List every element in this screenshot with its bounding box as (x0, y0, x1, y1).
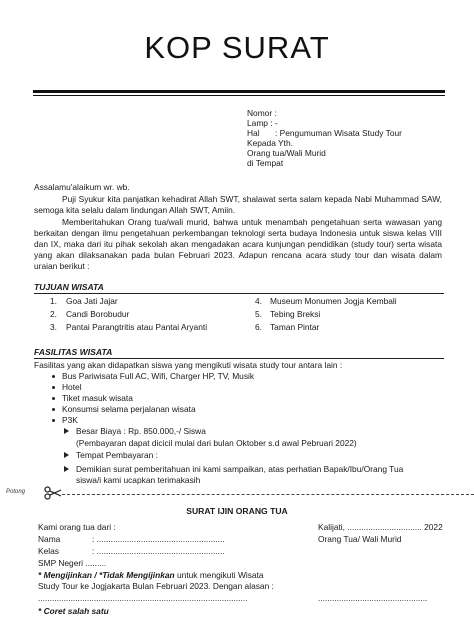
slip-consent-line (38, 570, 264, 581)
scissors-icon (44, 486, 62, 500)
tujuan-item: Tebing Breksi (270, 309, 321, 319)
tujuan-heading: TUJUAN WISATA (34, 282, 104, 292)
closing-line-2: siswa/i kami ucapkan terimakasih (76, 475, 201, 485)
slip-orang-tua-wali: Orang Tua/ Wali Murid (318, 534, 402, 544)
kepada-line: Kepada Yth. (247, 138, 293, 148)
slip-title: SURAT IJIN ORANG TUA (186, 506, 288, 516)
fasilitas-item: P3K (62, 415, 78, 425)
arrow-bullet-icon (64, 466, 69, 472)
arrow-bullet-icon (64, 452, 69, 458)
slip-signature-field[interactable]: ............................................... (318, 593, 428, 603)
slip-kelas-label: Kelas (38, 546, 59, 556)
tujuan-num: 4. (255, 296, 262, 306)
tempat-line: di Tempat (247, 158, 284, 168)
letterhead-title: KOP SURAT (144, 30, 330, 65)
arrow-bullet-icon (64, 428, 69, 434)
bullet-icon (52, 375, 55, 378)
slip-coret-note: * Coret salah satu (38, 606, 109, 616)
tujuan-num: 5. (255, 309, 262, 319)
slip-reason-field[interactable]: .......................................................................................... (38, 593, 248, 603)
tujuan-item: Pantai Parangtritis atau Pantai Aryanti (66, 322, 208, 332)
slip-kalijati: Kalijati, ................................ 2022 (318, 522, 443, 532)
tujuan-divider (34, 293, 444, 294)
cut-dashed-line (62, 494, 474, 495)
fasilitas-item: Bus Pariwisata Full AC, Wifi, Charger HP, TV, Musik (62, 371, 255, 381)
bullet-icon (52, 419, 55, 422)
tempat-pembayaran: Tempat Pembayaran : (76, 450, 158, 460)
fasilitas-item: Tiket masuk wisata (62, 393, 133, 403)
bullet-icon (52, 397, 55, 400)
closing-line-1: Demikian surat pemberitahuan ini kami sampaikan, atas perhatian Bapak/Ibu/Orang Tua (76, 464, 404, 474)
lamp-line: Lamp : - (247, 118, 278, 128)
biaya-line: Besar Biaya : Rp. 850.000,-/ Siswa (76, 426, 206, 436)
fasilitas-intro: Fasilitas yang akan didapatkan siswa yang mengikuti wisata study tour antara lain : (34, 360, 343, 370)
recipient-line: Orang tua/Wali Murid (247, 148, 326, 158)
slip-kelas-field[interactable]: : ....................................................... (92, 546, 225, 556)
hal-label: Hal (247, 128, 260, 138)
fasilitas-heading: FASILITAS WISATA (34, 347, 113, 357)
fasilitas-item: Hotel (62, 382, 82, 392)
cut-label: Potong (6, 489, 26, 495)
nomor-line: Nomor : (247, 108, 277, 118)
paragraph-announcement: Memberitahukan Orang tua/wali murid, bahwa untuk menambah pengetahuan serta wawasan yang berkaitan dengan ilmu pengetahuan perkembangan teknologi serta budaya Indonesia untuk siswa kelas VIII dan IX, maka dari itu pihak sekolah akan mengadakan acara kunjungan pendidikan (study tour) serta wisata yang akan dilaksanakan pada bulan Februari 2023. Adapun rencana acara study tour dan wisata dalam uraian berikut : (34, 217, 442, 271)
slip-consent-rest: untuk mengikuti Wisata (174, 570, 264, 580)
tujuan-item: Taman Pintar (270, 322, 320, 332)
biaya-note: (Pembayaran dapat dicicil mulai dari bulan Oktober s.d awal Pebruari 2022) (76, 438, 357, 448)
slip-nama-label: Nama (38, 534, 61, 544)
slip-kami: Kami orang tua dari : (38, 522, 116, 532)
paragraph-opening: Puji Syukur kita panjatkan kehadirat Allah SWT, shalawat serta salam kepada Nabi Muhammad SAW, semoga kita selalu dalam lindungan Allah SWT, Amiin. (34, 194, 442, 215)
hal-value: : Pengumuman Wisata Study Tour (275, 128, 402, 138)
slip-study-tour: Study Tour ke Jogjakarta Bulan Februari 2023. Dengan alasan : (38, 581, 274, 591)
bullet-icon (52, 408, 55, 411)
salutation: Assalamu'alaikum wr. wb. (34, 182, 130, 192)
slip-consent-choice[interactable]: * Mengijinkan / *Tidak Mengijinkan (38, 570, 175, 580)
bullet-icon (52, 386, 55, 389)
letterhead-rule-thick (33, 90, 445, 93)
tujuan-num: 1. (50, 296, 57, 306)
fasilitas-divider (34, 358, 444, 359)
tujuan-item: Museum Monumen Jogja Kembali (270, 296, 397, 306)
slip-smp[interactable]: SMP Negeri ......... (38, 558, 107, 568)
letterhead-rule-thin (33, 95, 445, 96)
fasilitas-item: Konsumsi selama perjalanan wisata (62, 404, 196, 414)
tujuan-item: Goa Jati Jajar (66, 296, 118, 306)
tujuan-item: Candi Borobudur (66, 309, 130, 319)
tujuan-num: 2. (50, 309, 57, 319)
slip-nama-field[interactable]: : ....................................................... (92, 534, 225, 544)
tujuan-num: 6. (255, 322, 262, 332)
tujuan-num: 3. (50, 322, 57, 332)
